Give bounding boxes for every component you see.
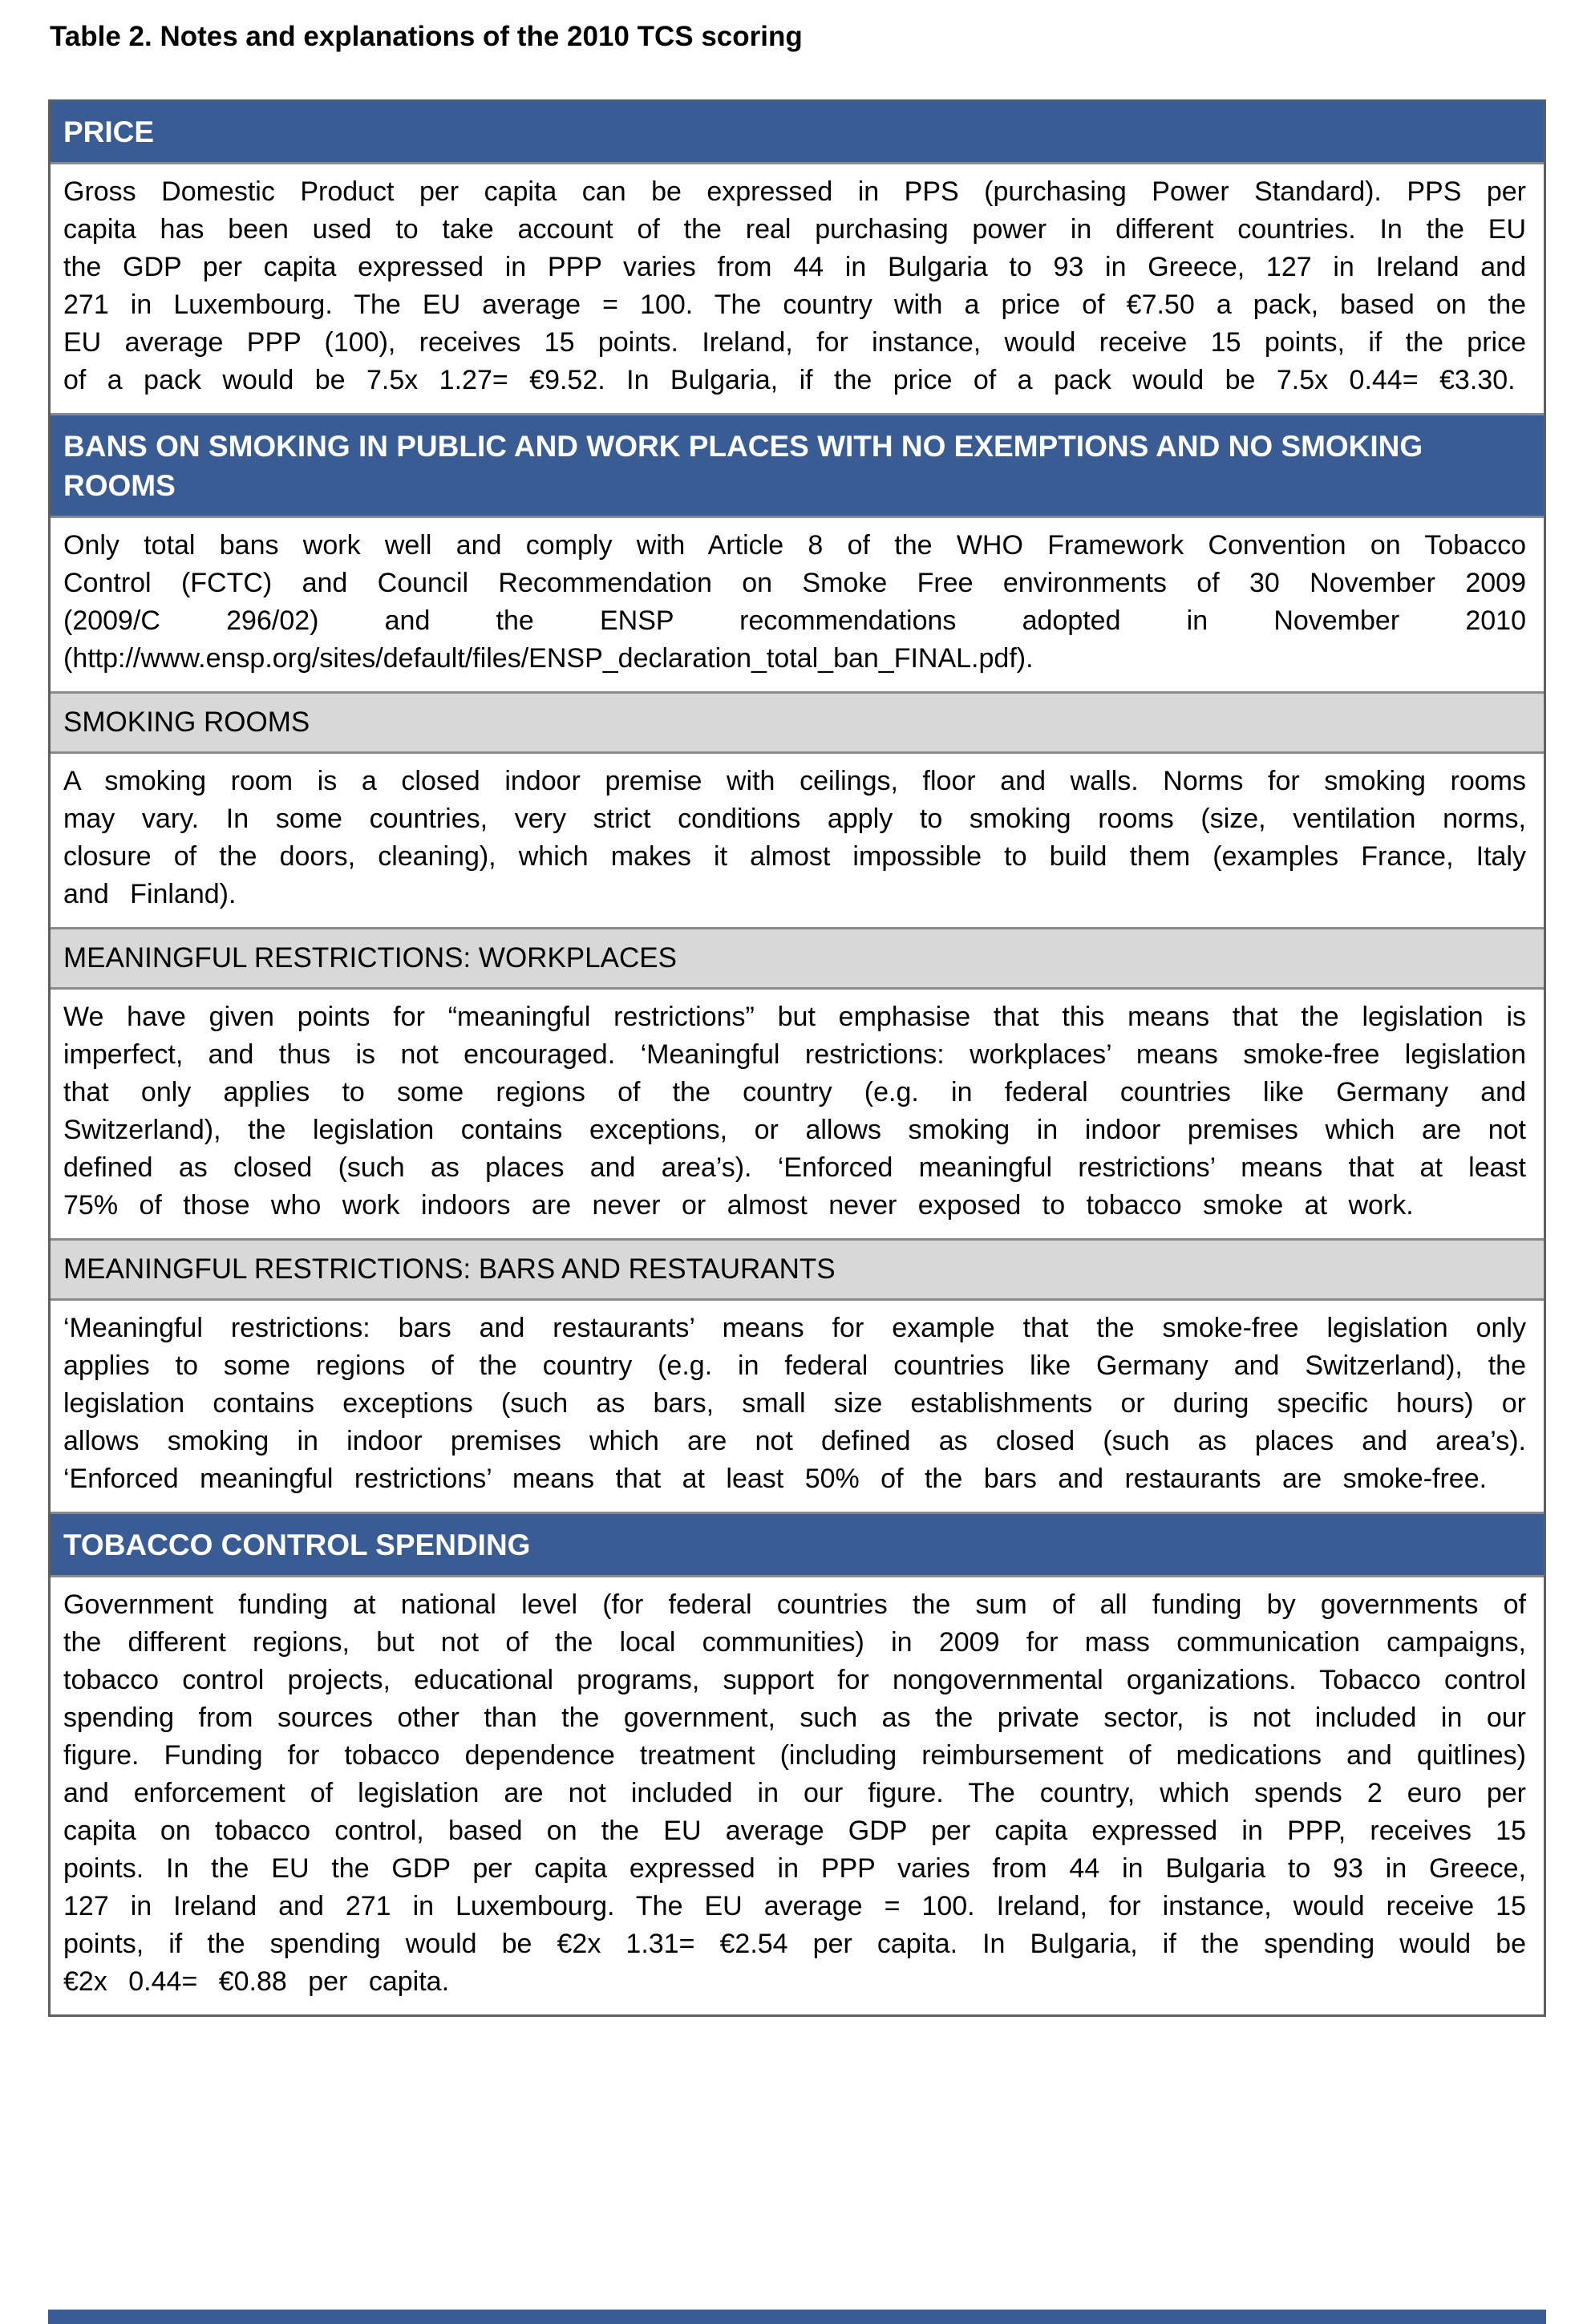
- section-body-smoking-rooms: A smoking room is a closed indoor premise with ceilings, floor and walls. Norms for smoking rooms may vary. In some countries, very strict conditions apply to smoking rooms (size, ventilation norms, closure of the doors, cleaning), which makes it almost impossible to build them (examples France, Italy and Finland).: [51, 754, 1544, 929]
- section-body-price: Gross Domestic Product per capita can be expressed in PPS (purchasing Power Standard). PPS per capita has been used to take account of the real purchasing power in different countries. In the EU the GDP per capita expressed in PPP varies from 44 in Bulgaria to 93 in Greece, 127 in Ireland and 271 in Luxembourg. The EU average = 100. The country with a price of €7.50 a pack, based on the EU average PPP (100), receives 15 points. Ireland, for instance, would receive 15 points, if the price of a pack would be 7.5x 1.27= €9.52. In Bulgaria, if the price of a pack would be 7.5x 0.44= €3.30.: [51, 164, 1544, 415]
- section-header-price: PRICE: [51, 101, 1544, 164]
- section-header-tobacco-control-spending: TOBACCO CONTROL SPENDING: [51, 1514, 1544, 1577]
- section-body-tobacco-control-spending: Government funding at national level (for federal countries the sum of all funding by governments of the different regions, but not of the local communities) in 2009 for mass communication campaigns, tobacco control projects, educational programs, support for nongovernmental organizations. Tobacco control spending from sources other than the government, such as the private sector, is not included in our figure. Funding for tobacco dependence treatment (including reimbursement of medications and quitlines) and enforcement of legislation are not included in our figure. The country, which spends 2 euro per capita on tobacco control, based on the EU average GDP per capita expressed in PPP, receives 15 points. In the EU the GDP per capita expressed in PPP varies from 44 in Bulgaria to 93 in Greece, 127 in Ireland and 271 in Luxembourg. The EU average = 100. Ireland, for instance, would receive 15 points, if the spending would be €2x 1.31= €2.54 per capita. In Bulgaria, if the spending would be €2x 0.44= €0.88 per capita.: [63, 1589, 1526, 1997]
- notes-table: [48, 99, 1546, 2017]
- next-section-header-cutoff-bar: [48, 2310, 1546, 2324]
- section-body-meaningful-restrictions-bars: ‘Meaningful restrictions: bars and restaurants’ means for example that the smoke-free legislation only applies to some regions of the country (e.g. in federal countries like Germany and Switzerland), the legislation contains exceptions (such as bars, small size establishments or during specific hours) or allows smoking in indoor premises which are not defined as closed (such as places and area’s). ‘Enforced meaningful restrictions’ means that at least 50% of the bars and restaurants are smoke-free.: [51, 1301, 1544, 1514]
- section-header-meaningful-restrictions-workplaces: MEANINGFUL RESTRICTIONS: WORKPLACES: [51, 929, 1544, 990]
- page-title: Table 2. Notes and explanations of the 2010 TCS scoring: [50, 21, 803, 52]
- section-body-meaningful-restrictions-workplaces: We have given points for “meaningful restrictions” but emphasise that this means that the legislation is imperfect, and thus is not encouraged. ‘Meaningful restrictions: workplaces’ means smoke-free legislation that only applies to some regions of the country (e.g. in federal countries like Germany and Switzerland), the legislation contains exceptions, or allows smoking in indoor premises which are not defined as closed (such as places and area’s). ‘Enforced meaningful restrictions’ means that at least 75% of those who work indoors are never or almost never exposed to tobacco smoke at work.: [51, 990, 1544, 1241]
- section-header-bans: BANS ON SMOKING IN PUBLIC AND WORK PLACES WITH NO EXEMPTIONS AND NO SMOKING ROOMS: [51, 415, 1544, 518]
- section-header-meaningful-restrictions-bars: MEANINGFUL RESTRICTIONS: BARS AND RESTAURANTS: [51, 1241, 1544, 1301]
- section-header-smoking-rooms: SMOKING ROOMS: [51, 694, 1544, 754]
- section-body-bans: Only total bans work well and comply with Article 8 of the WHO Framework Convention on Tobacco Control (FCTC) and Council Recommendation on Smoke Free environments of 30 November 2009 (2009/C 296/02) and the ENSP recommendations adopted in November 2010 (http://www.ensp.org/sites/default/files/ENSP_declaration_total_ban_FINAL.pdf).: [51, 518, 1544, 694]
